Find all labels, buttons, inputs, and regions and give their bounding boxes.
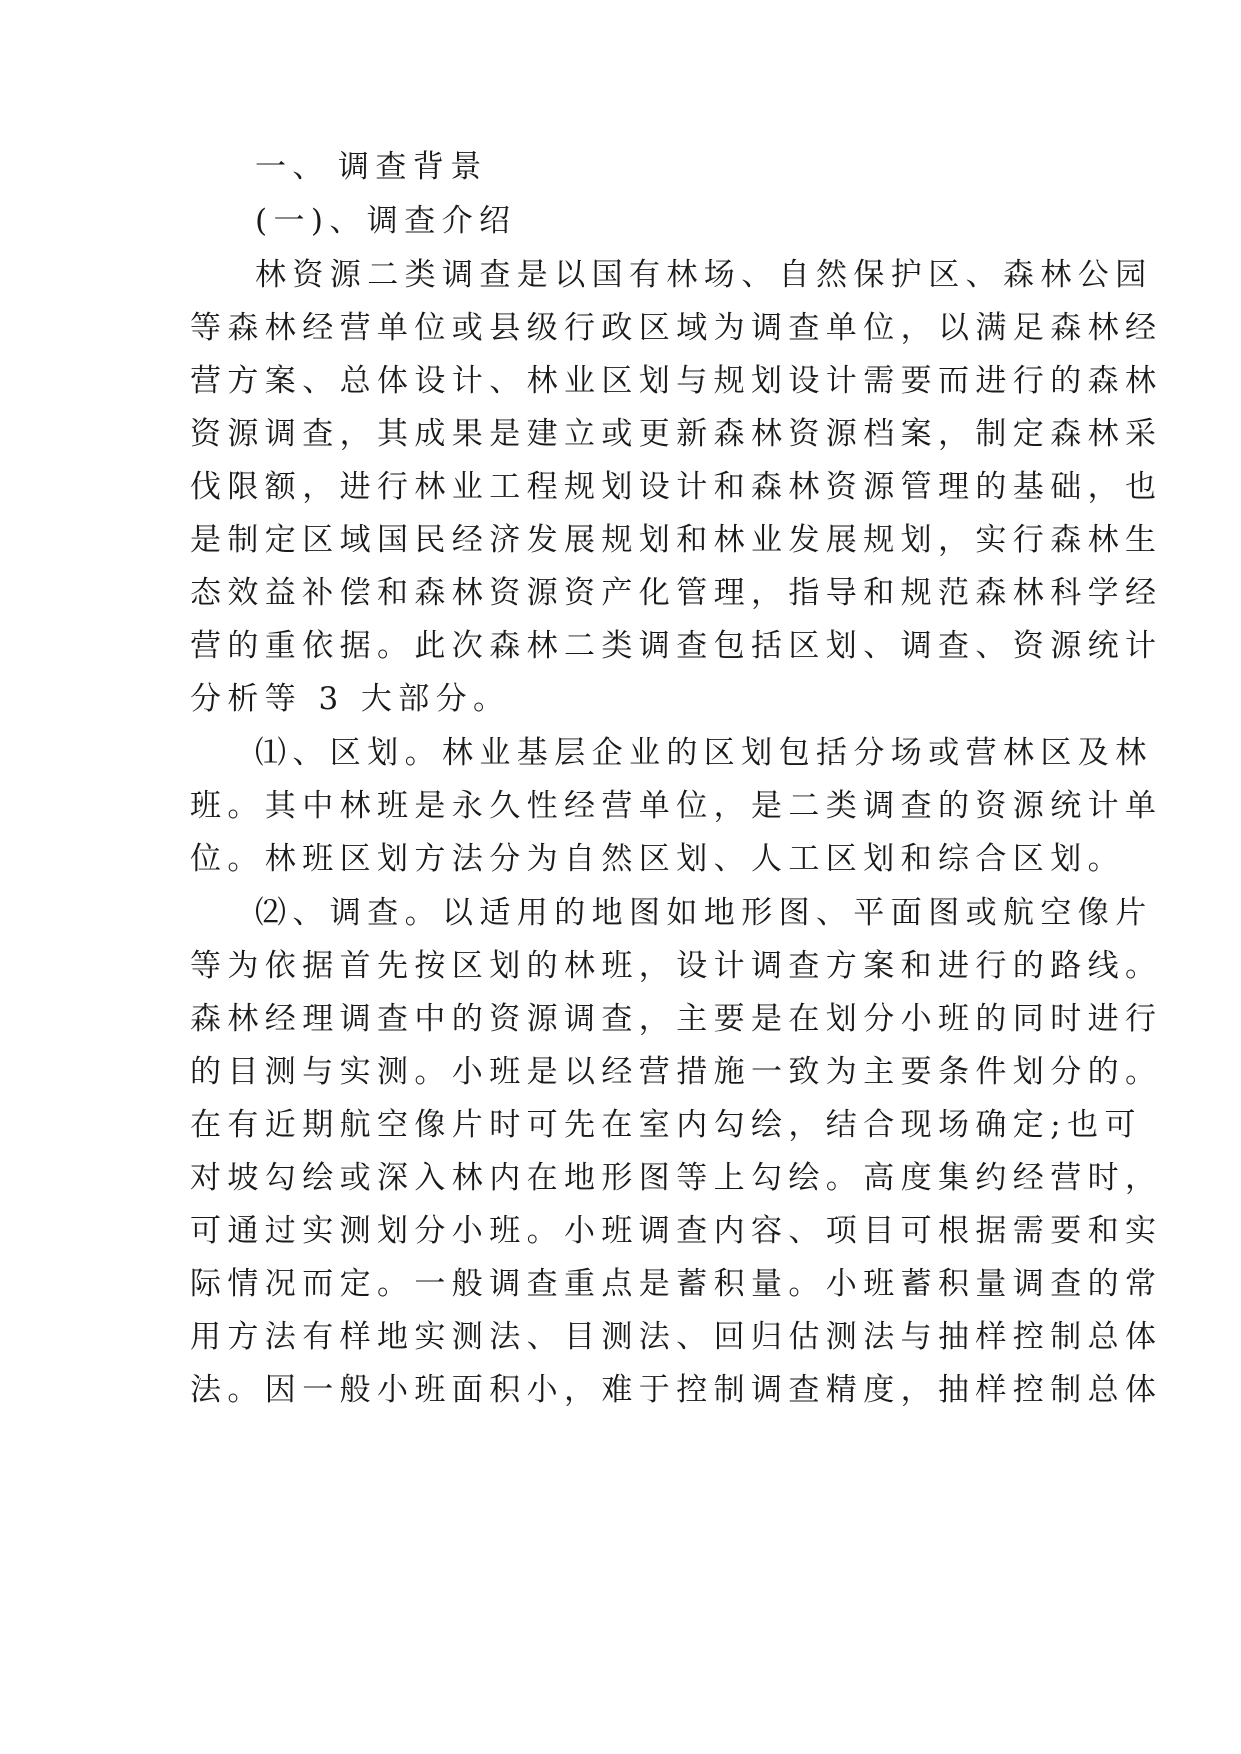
paragraph-line: 森林经理调查中的资源调查，主要是在划分小班的同时进行	[190, 1001, 1163, 1037]
paragraph-line: 可通过实测划分小班。小班调查内容、项目可根据需要和实	[190, 1213, 1163, 1249]
paragraph-line: 资源调查，其成果是建立或更新森林资源档案，制定森林采	[190, 416, 1163, 452]
paragraph-line: ⑴、区划。林业基层企业的区划包括分场或营林区及林	[255, 735, 1153, 771]
paragraph-line: 在有近期航空像片时可先在室内勾绘，结合现场确定;也可	[190, 1107, 1142, 1143]
paragraph-line: 伐限额，进行林业工程规划设计和森林资源管理的基础，也	[190, 469, 1163, 505]
paragraph-line: 位。林班区划方法分为自然区划、人工区划和综合区划。	[190, 841, 1125, 877]
paragraph-line: 是制定区域国民经济发展规划和林业发展规划，实行森林生	[190, 522, 1163, 558]
paragraph-line: 等森林经营单位或县级行政区域为调查单位，以满足森林经	[190, 310, 1163, 346]
heading1-number: 一、	[255, 149, 330, 185]
paragraph-line: 等为依据首先按区划的林班，设计调查方案和进行的路线。	[190, 948, 1163, 984]
paragraph-line: 班。其中林班是永久性经营单位，是二类调查的资源统计单	[190, 788, 1163, 824]
paragraph-line: 用方法有样地实测法、目测法、回归估测法与抽样控制总体	[190, 1319, 1163, 1355]
paragraph-line: 态效益补偿和森林资源资产化管理，指导和规范森林科学经	[190, 575, 1163, 611]
heading1-title: 调查背景	[338, 149, 488, 185]
paragraph-line: ⑵、调查。以适用的地图如地形图、平面图或航空像片	[255, 895, 1153, 931]
paragraph-line: 林资源二类调查是以国有林场、自然保护区、森林公园	[255, 257, 1153, 293]
paragraph-line: 的目测与实测。小班是以经营措施一致为主要条件划分的。	[190, 1054, 1163, 1090]
paragraph-line: 对坡勾绘或深入林内在地形图等上勾绘。高度集约经营时，	[190, 1160, 1163, 1196]
paragraph-line: 法。因一般小班面积小，难于控制调查精度，抽样控制总体	[190, 1372, 1163, 1408]
paragraph-line: 分析等 3 大部分。	[190, 681, 511, 717]
paragraph-line: 营方案、总体设计、林业区划与规划设计需要而进行的森林	[190, 363, 1163, 399]
paragraph-line: 营的重依据。此次森林二类调查包括区划、调查、资源统计	[190, 628, 1163, 664]
paragraph-line: 际情况而定。一般调查重点是蓄积量。小班蓄积量调查的常	[190, 1266, 1163, 1302]
heading2-title: (一)、调查介绍	[255, 203, 517, 239]
